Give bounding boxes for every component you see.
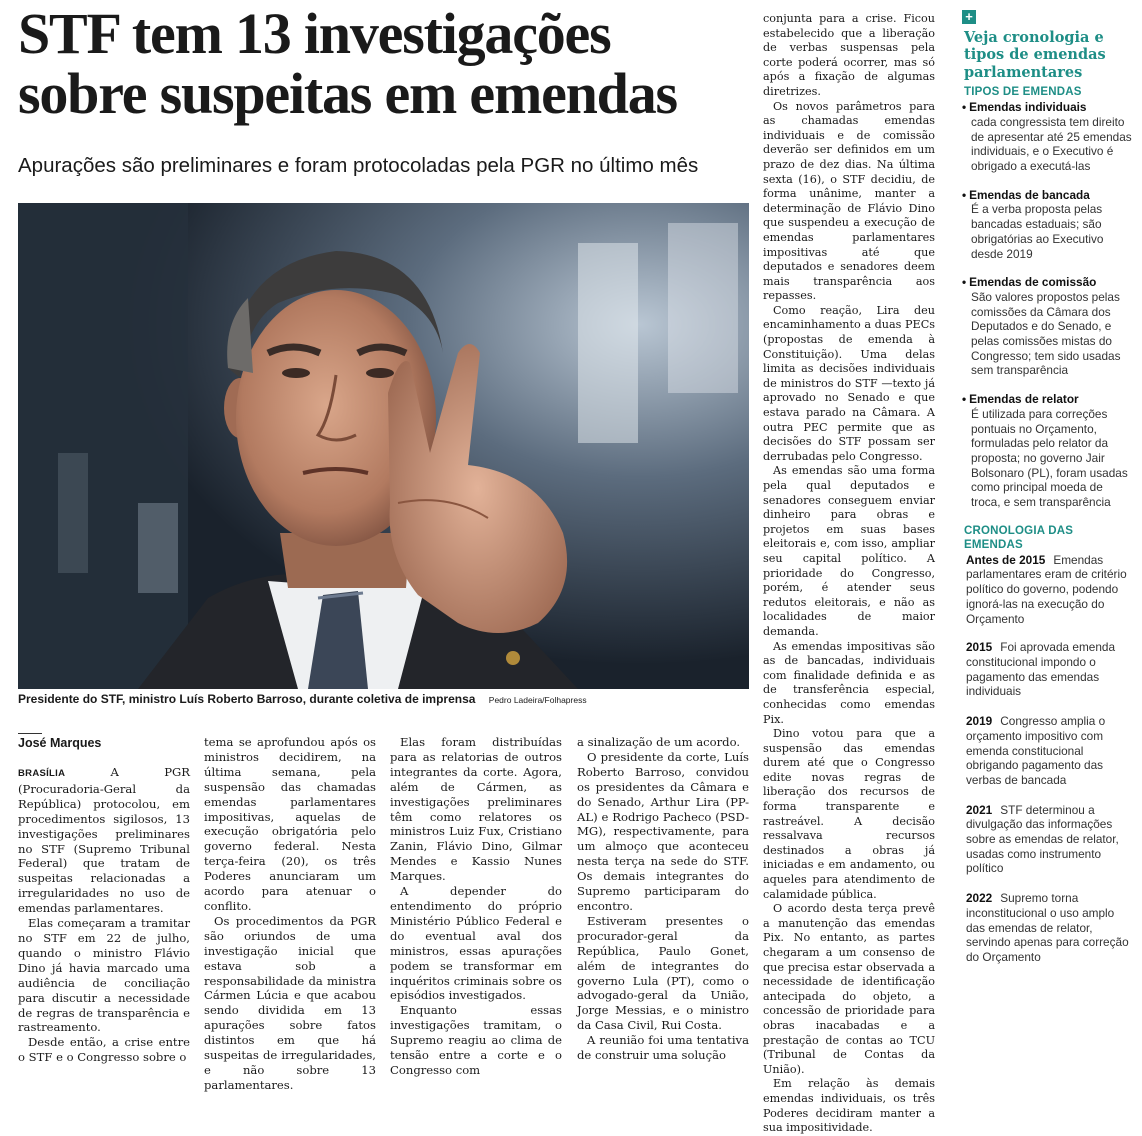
chronology-item [966, 891, 1132, 965]
article-paragraph: Os procedimentos da PGR são oriundos de uma investigação inicial que estava sob a responsabilidade da ministra Cármen Lúcia e que acabou sendo dividida em 13 apurações sobre fatos distintos em que há suspeitas de irregularidades, e não sobre 13 parlamentares. [204, 913, 376, 1092]
article-paragraph: Enquanto essas investigações tramitam, o Supremo reagiu ao clima de tensão entre a corte e o Congresso com [390, 1003, 562, 1077]
amendment-type-text: É a verba proposta pelas bancadas estaduais; são obrigatórias ao Executivo desde 2019 [971, 202, 1104, 261]
amendment-type-item: • Emendas de relator É utilizada para correções pontuais no Orçamento, formuladas pelo relator da proposta; no governo Jair Bolsonaro (PL), foram usadas como principal moeda de troca, e sem transparência [962, 392, 1132, 510]
chronology-item [966, 714, 1132, 788]
article-column-3 [390, 735, 562, 1078]
caption-text: Presidente do STF, ministro Luís Roberto Barroso, durante coletiva de imprensa [18, 692, 476, 706]
amendment-type-name: Emendas de comissão [969, 275, 1097, 290]
chronology-year: 2021 [966, 802, 993, 817]
photo-caption [18, 691, 753, 708]
chronology-text: Foi aprovada emenda constitucional impondo o pagamento das emendas individuais [966, 640, 1116, 699]
article-column-5 [763, 12, 935, 1136]
chronology-year: 2015 [966, 640, 993, 655]
amendment-type-name: Emendas de relator [969, 392, 1079, 407]
article-paragraph: Dino votou para que a suspensão das emendas durem até que o Congresso edite novas regras de liberação dos recursos de forma transparente e rastreável. A decisão ressalvava recursos destinados a obras já iniciadas e em andamento, ou aqueles para atendimento de calamidade pública. [763, 727, 935, 901]
dateline: BRASÍLIA [18, 768, 66, 779]
byline-rule [18, 733, 42, 734]
article-paragraph: Desde então, a crise entre o STF e o Congresso sobre o [18, 1035, 190, 1065]
byline: José Marques [18, 736, 102, 750]
article-paragraph: BRASÍLIA A PGR (Procuradoria-Geral da República) protocolou, em procedimentos sigilosos, 13 investigações preliminares no STF (Supremo Tribunal Federal) que tratam de suspeitas relacionadas a irregularidades no uso de emendas parlamentares. [18, 765, 190, 916]
sidebar-box [962, 10, 1132, 965]
chronology-text: Supremo torna inconstitucional o uso amplo das emendas de relator, servindo apenas para correção do Orçamento [966, 891, 1129, 964]
subheadline: Apurações são preliminares e foram protocoladas pela PGR no último mês [18, 154, 699, 177]
amendment-type-item: • Emendas de bancada É a verba proposta pelas bancadas estaduais; são obrigatórias ao Executivo desde 2019 [962, 188, 1132, 262]
plus-icon: + [962, 10, 976, 24]
photo-credit: Pedro Ladeira/Folhapress [488, 695, 587, 705]
article-paragraph: Elas começaram a tramitar no STF em 22 de julho, quando o ministro Flávio Dino já havia marcado uma audiência de conciliação para discutir a necessidade de regras de transparência e rastreamento. [18, 916, 190, 1035]
headline: STF tem 13 investigações sobre suspeitas em emendas [18, 1, 677, 126]
article-paragraph: tema se aprofundou após os ministros decidirem, na última semana, pela suspensão das chamadas emendas parlamentares impositivas, aquelas de execução obrigatória pelo governo federal. Nesta terça-feira (20), os três Poderes anunciaram um acordo para atenuar o conflito. [204, 735, 376, 913]
article-paragraph: As emendas impositivas são as de bancadas, individuais com finalidade definida e as de transferência especial, conhecidas como emendas Pix. [763, 639, 935, 726]
amendment-type-item: • Emendas de comissão São valores propostos pelas comissões da Câmara dos Deputados e do Senado, e pelas comissões mistas do Congresso; tem sido usadas sem transparência [962, 275, 1132, 378]
chronology-year: 2022 [966, 891, 993, 906]
news-photo [18, 203, 749, 689]
article-paragraph: A depender do entendimento do próprio Ministério Público Federal e do eventual aval dos ministros, essas apurações podem se transformar em inquéritos criminais sobre os episódios investigados. [390, 884, 562, 1003]
article-paragraph: conjunta para a crise. Ficou estabelecido que a liberação de verbas suspensas pela corte poderá ocorrer, mas só após a fixação de algumas diretrizes. [763, 12, 935, 98]
chronology-year: Antes de 2015 [966, 552, 1046, 567]
chronology-text: Congresso amplia o orçamento impositivo com emenda constitucional obrigando pagamento das verbas de bancada [966, 714, 1106, 787]
article-paragraph: As emendas são uma forma pela qual deputados e senadores conseguem enviar dinheiro para obras e projetos em suas bases eleitorais e, com isso, ampliar seu capital político. A prioridade do Congresso, porém, é atender seus redutos eleitorais, e não as localidades de maior demanda. [763, 464, 935, 638]
chronology-text: STF determinou a divulgação das informações sobre as emendas de relator, usadas como instrumento político [966, 802, 1119, 876]
chronology-item [966, 803, 1132, 877]
photo-illustration [18, 203, 749, 689]
article-paragraph: Elas foram distribuídas para as relatorias de outros integrantes da corte. Agora, além de Cármen, as investigações preliminares têm como relatores os ministros Luiz Fux, Cristiano Zanin, Flávio Dino, Gilmar Mendes e Kassio Nunes Marques. [390, 735, 562, 884]
amendment-type-text: É utilizada para correções pontuais no Orçamento, formuladas pelo relator da proposta; no governo Jair Bolsonaro (PL), foram usadas como principal moeda de troca, e sem transparência [971, 406, 1128, 510]
chronology-item [966, 553, 1132, 627]
article-paragraph: Os novos parâmetros para as chamadas emendas individuais e de comissão deverão ser definidos em um prazo de dez dias. Na última sexta (16), o STF decidiu, de forma unânime, manter a determinação de Flávio Dino que suspendeu a execução de emendas parlamentares impositivas até que deputados e senadores deem mais transparência aos repasses. [763, 99, 935, 303]
article-paragraph: O acordo desta terça prevê a manutenção das emendas Pix. No entanto, as partes chegaram a um consenso de que precisa estar observada a necessidade de identificação antecipada do objeto, a concessão de prioridade para obras inacabadas e a prestação de contas ao TCU (Tribunal de Contas da União). [763, 902, 935, 1076]
amendment-type-text: cada congressista tem direito de apresentar até 25 emendas individuais, e o Executivo é obrigado a executá-las [971, 114, 1132, 174]
article-paragraph: O presidente da corte, Luís Roberto Barroso, convidou os presidentes da Câmara e do Senado, Arthur Lira (PP-AL) e Rodrigo Pacheco (PSD-MG), respectivamente, para um almoço que aconteceu nesta terça na sede do STF. Os demais integrantes do Supremo participaram do encontro. [577, 749, 749, 913]
amendment-type-text: São valores propostos pelas comissões da Câmara dos Deputados e do Senado, e pelas comissões mistas do Congresso; tem sido usadas sem transparência [971, 289, 1121, 378]
article-paragraph: a sinalização de um acordo. [577, 735, 741, 749]
amendment-type-item: • Emendas individuais cada congressista tem direito de apresentar até 25 emendas individuais, e o Executivo é obrigado a executá-las [962, 100, 1132, 174]
chronology-item [966, 640, 1132, 699]
sidebar-title: Veja cronologia e tipos de emendas parlamentares [964, 28, 1106, 81]
article-column-4 [577, 735, 749, 1063]
article-paragraph: A reunião foi uma tentativa de construir uma solução [577, 1033, 749, 1063]
article-paragraph: Em relação às demais emendas individuais, os três Poderes decidiram manter a sua impositividade. [763, 1077, 935, 1135]
article-column-2 [204, 735, 376, 1093]
types-heading: TIPOS DE EMENDAS [964, 86, 1082, 99]
article-column-1 [18, 765, 190, 1065]
chronology-year: 2019 [966, 714, 993, 729]
amendment-type-name: Emendas individuais [969, 100, 1087, 115]
chronology-text: Emendas parlamentares eram de critério político do governo, podendo ignorá-las na execução do Orçamento [966, 552, 1127, 626]
chronology-heading: CRONOLOGIA DAS EMENDAS [964, 524, 1074, 551]
article-paragraph: Estiveram presentes o procurador-geral da República, Paulo Gonet, além de integrantes do governo Lula (PT), como o advogado-geral da União, Jorge Messias, e o ministro da Casa Civil, Rui Costa. [577, 913, 749, 1033]
amendment-type-name: Emendas de bancada [969, 187, 1090, 202]
article-paragraph: Como reação, Lira deu encaminhamento a duas PECs (propostas de emenda à Constituição). Uma delas limita as decisões individuais de ministros do STF —texto já aprovado no Senado e que estava parado na Câmara. A outra PEC permite que as decisões do STF possam ser derrubadas pelo Congresso. [763, 303, 935, 463]
